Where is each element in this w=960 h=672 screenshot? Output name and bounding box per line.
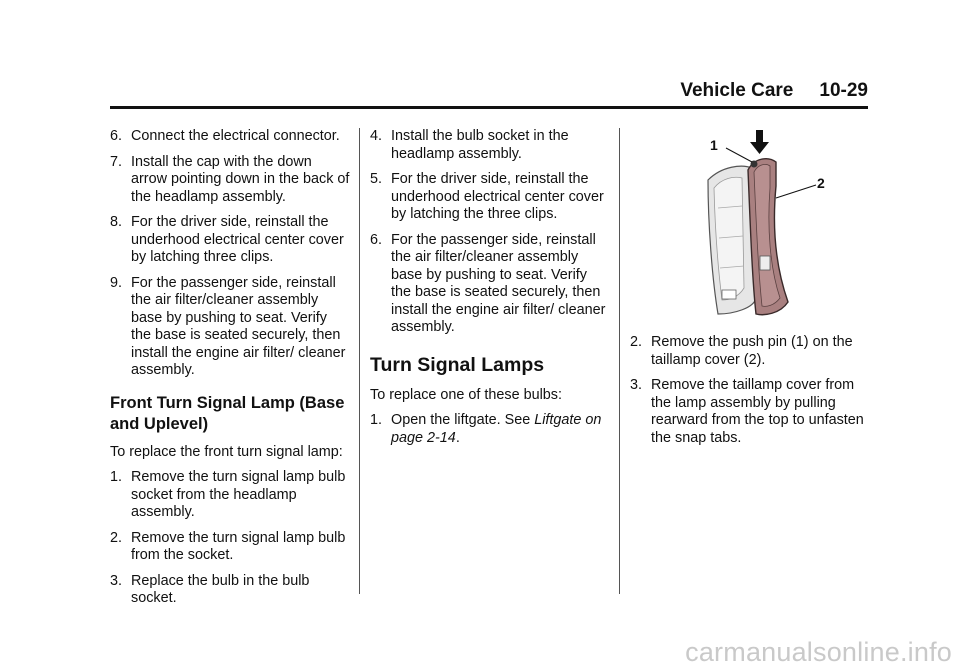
- section-heading: Turn Signal Lamps: [370, 353, 545, 376]
- step-number: 6.: [110, 128, 123, 144]
- step-number: 5.: [370, 171, 383, 187]
- cross-reference-link[interactable]: Liftgate on page 2-14: [391, 412, 602, 446]
- list-item: [370, 171, 610, 224]
- section-title: Vehicle Care: [680, 80, 794, 101]
- step-text-end: .: [455, 429, 460, 446]
- step-text: Remove the turn signal lamp bulb socket from the headlamp assembly.: [131, 469, 346, 520]
- list-item: [110, 275, 350, 380]
- step-number: 7.: [110, 153, 123, 170]
- list-item: [370, 128, 610, 163]
- page-number: 10-29: [819, 80, 868, 101]
- column-2: [370, 128, 610, 455]
- callout-2: 2: [817, 175, 825, 191]
- step-text: Install the cap with the down arrow pointing down in the back of the headlamp assembly.: [131, 153, 350, 205]
- list-item: [110, 573, 350, 608]
- step-number: 9.: [110, 274, 123, 291]
- step-text: For the driver side, reinstall the underhood electrical center cover by latching three clips.: [131, 214, 344, 265]
- list-item: [110, 530, 350, 565]
- step-number: 6.: [370, 231, 383, 248]
- step-text: For the passenger side, reinstall the air filter/cleaner assembly base by pushing to seat. Verify the base is seated securely, then install the engine air filter/ cleaner assembly.: [391, 231, 606, 335]
- watermark: carmanualsonline.info: [685, 637, 952, 667]
- step-number: 3.: [630, 377, 643, 393]
- page-header: [110, 80, 868, 109]
- step-number: 2.: [110, 529, 123, 546]
- callout-1: 1: [710, 137, 718, 153]
- list-item: [370, 232, 610, 337]
- step-number: 2.: [630, 334, 643, 350]
- step-number: 1.: [110, 469, 123, 485]
- column-divider: [619, 128, 620, 594]
- taillamp-diagram: [630, 128, 870, 328]
- step-text: Remove the turn signal lamp bulb from the socket.: [131, 529, 346, 563]
- taillamp-illustration: [630, 128, 870, 328]
- list-item: [630, 377, 870, 447]
- step-text: Remove the push pin (1) on the taillamp cover (2).: [651, 334, 853, 368]
- step-text: Install the bulb socket in the headlamp assembly.: [391, 128, 569, 162]
- column-3: [630, 128, 870, 455]
- header-title: [680, 80, 868, 102]
- list-item: [110, 469, 350, 522]
- step-number: 3.: [110, 572, 123, 589]
- intro-text: To replace one of these bulbs:: [370, 386, 563, 403]
- step-number: 8.: [110, 214, 123, 230]
- list-item: [110, 214, 350, 267]
- step-number: 4.: [370, 128, 383, 144]
- list-item: [370, 412, 610, 447]
- step-text: [391, 412, 610, 447]
- step-text: For the driver side, reinstall the underhood electrical center cover by latching the three clips.: [391, 171, 604, 222]
- list-item: [110, 154, 350, 207]
- section-heading: Front Turn Signal Lamp (Base and Uplevel): [110, 393, 345, 433]
- step-text: For the passenger side, reinstall the air filter/cleaner assembly base by pushing to seat. Verify the base is seated securely, then install the engine air filter/ cleaner assembly.: [131, 274, 346, 378]
- list-item: [110, 128, 350, 146]
- step-text: Connect the electrical connector.: [131, 128, 340, 144]
- intro-text: To replace the front turn signal lamp:: [110, 443, 343, 460]
- column-divider: [359, 128, 360, 594]
- step-text: Replace the bulb in the bulb socket.: [131, 572, 310, 606]
- step-text: Remove the taillamp cover from the lamp assembly by pulling rearward from the top to unfasten the snap tabs.: [651, 377, 864, 446]
- column-1: [110, 128, 350, 616]
- step-number: 1.: [370, 412, 383, 428]
- list-item: [630, 334, 870, 369]
- step-text-lead: Open the liftgate. See: [391, 412, 535, 428]
